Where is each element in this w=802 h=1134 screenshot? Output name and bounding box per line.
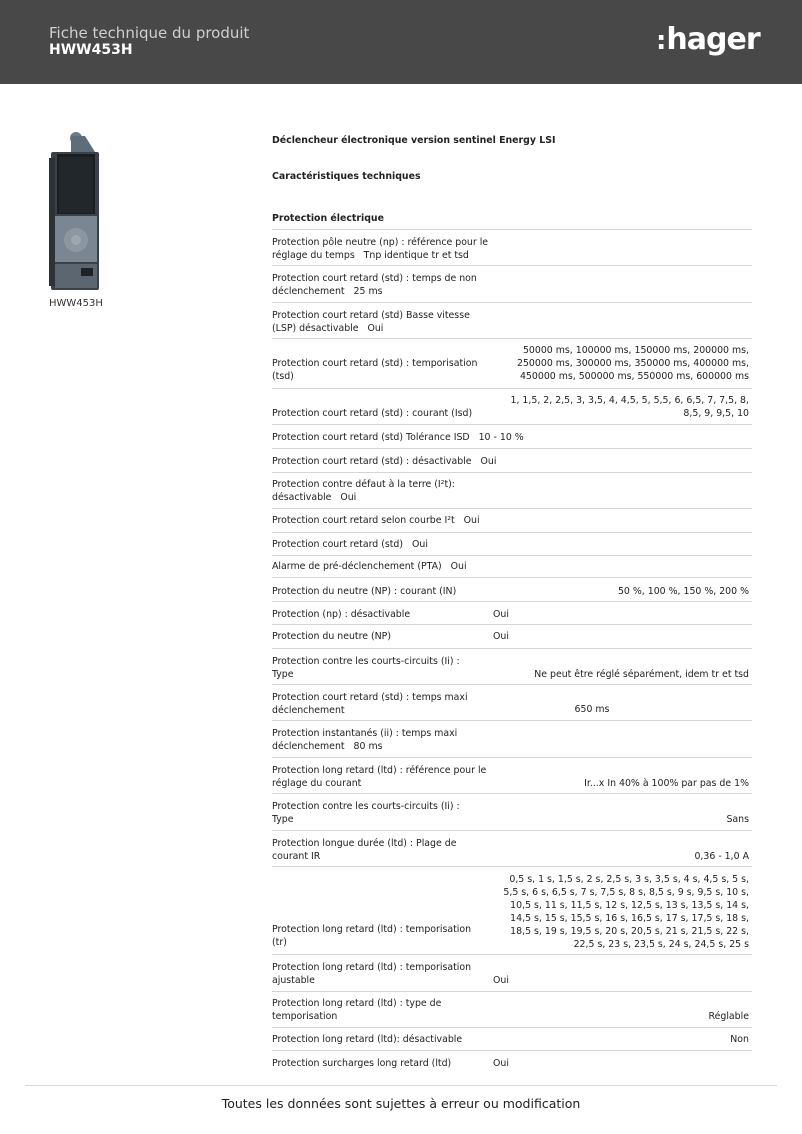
spec-value: 25 ms (353, 286, 383, 297)
spec-row (272, 532, 752, 556)
spec-row (272, 866, 752, 955)
spec-value: Oui (463, 515, 480, 526)
spec-label: Protection contre les courts-circuits (Ii) : Type (272, 656, 460, 680)
header-subtitle: Fiche technique du produit (49, 24, 250, 42)
spec-row (272, 991, 752, 1028)
spec-row (272, 1050, 752, 1075)
spec-label: Protection surcharges long retard (ltd) (272, 1058, 452, 1069)
spec-value: Sans (726, 814, 749, 825)
spec-label: Protection (np) : désactivable (272, 609, 411, 620)
spec-row (272, 954, 752, 992)
spec-row (272, 338, 752, 389)
spec-row (272, 830, 752, 867)
spec-label: Protection court retard selon courbe I²t (272, 515, 455, 526)
spec-label: Protection du neutre (NP) : courant (IN) (272, 586, 457, 597)
spec-row (272, 508, 752, 533)
spec-value: Oui (367, 323, 384, 334)
spec-row (272, 448, 752, 473)
spec-row (272, 757, 752, 794)
spec-value: Ne peut être réglé séparément, idem tr et tsd (534, 669, 749, 680)
spec-value: Oui (493, 975, 509, 986)
spec-label: Protection contre les courts-circuits (Ii) : Type (272, 801, 460, 825)
subsection-title: Protection électrique (272, 213, 384, 224)
section-title: Caractéristiques techniques (272, 171, 421, 182)
page-header (0, 0, 802, 84)
spec-value: Oui (493, 1058, 509, 1069)
spec-value: 80 ms (353, 741, 383, 752)
spec-value: Oui (493, 631, 509, 642)
spec-row (272, 684, 752, 721)
spec-row (272, 577, 752, 602)
spec-row (272, 424, 752, 449)
spec-label: Protection pôle neutre (np) : référence pour le réglage du temps (272, 237, 489, 261)
spec-value: 650 ms (574, 704, 610, 715)
spec-value: Réglable (708, 1011, 749, 1022)
spec-value: Oui (412, 539, 428, 550)
spec-label: Protection long retard (ltd) : temporisation (tr) (272, 924, 472, 948)
spec-label: Protection du neutre (NP) (272, 631, 391, 642)
spec-label: Protection court retard (std) Basse vitesse (LSP) désactivable (272, 310, 470, 334)
product-image-caption: HWW453H (49, 298, 103, 309)
spec-value: Oui (450, 561, 467, 572)
spec-value: Oui (340, 492, 357, 503)
spec-label: Protection court retard (std) : temps de non déclenchement (272, 273, 477, 297)
spec-label: Alarme de pré-déclenchement (PTA) (272, 561, 442, 572)
spec-label: Protection court retard (std) (272, 539, 404, 550)
spec-label: Protection court retard (std) : temps maxi déclenchement (272, 692, 468, 716)
spec-label: Protection contre défaut à la terre (I²t): désactivable (272, 479, 455, 503)
product-name: Déclencheur électronique version sentinel Energy LSI (272, 135, 556, 146)
spec-value: Tnp identique tr et tsd (363, 250, 469, 261)
spec-value: 50000 ms, 100000 ms, 150000 ms, 200000 ms, 250000 ms, 300000 ms, 350000 ms, 400000 ms, 450000 ms, 500000 ms, 550000 ms, 600000 ms (517, 345, 749, 382)
spec-label: Protection instantanés (ii) : temps maxi déclenchement (272, 728, 458, 752)
trip-unit-device-icon (49, 130, 105, 290)
hager-logo: :hager (656, 22, 760, 57)
spec-label: Protection long retard (ltd) : temporisation ajustable (272, 962, 472, 986)
spec-label: Protection long retard (ltd): désactivable (272, 1034, 463, 1045)
spec-label: Protection court retard (std) : temporisation (tsd) (272, 358, 478, 382)
spec-row (272, 1027, 752, 1051)
spec-row (272, 229, 752, 266)
spec-row (272, 302, 752, 339)
spec-value: 0,36 - 1,0 A (694, 851, 749, 862)
spec-label: Protection long retard (ltd) : type de temporisation (272, 998, 442, 1022)
spec-label: Protection court retard (std) Tolérance ISD (272, 432, 470, 443)
spec-value: Oui (493, 609, 509, 620)
spec-value: Oui (480, 456, 497, 467)
spec-row (272, 472, 752, 509)
spec-value: 10 - 10 % (478, 432, 524, 443)
spec-value: 0,5 s, 1 s, 1,5 s, 2 s, 2,5 s, 3 s, 3,5 s, 4 s, 4,5 s, 5 s, 5,5 s, 6 s, 6,5 s, 7 s, 7,5 s, 8 s, 8,5 s, 9 s, 9,5 s, 10 s, 10,5 s, 11 s, 11,5 s, 12 s, 12,5 s, 13 s, 13,5 s, 14 s, 14,5 s, 15 s, 15,5 s, 16 s, 16,5 s, 17 s, 17,5 s, 18 s, 18,5 s, 19 s, 19,5 s, 20 s, 20,5 s, 21 s, 21,5 s, 22 s, 22,5 s, 23 s, 23,5 s, 24 s, 24,5 s, 25 s (503, 874, 749, 950)
spec-value: Ir...x In 40% à 100% par pas de 1% (584, 778, 749, 789)
spec-value: Non (730, 1034, 749, 1045)
header-title: HWW453H (49, 42, 133, 58)
spec-value: 1, 1,5, 2, 2,5, 3, 3,5, 4, 4,5, 5, 5,5, 6, 6,5, 7, 7,5, 8, 8,5, 9, 9,5, 10 (510, 395, 749, 419)
spec-label: Protection long retard (ltd) : référence pour le réglage du courant (272, 765, 487, 789)
spec-row (272, 624, 752, 649)
spec-row (272, 388, 752, 425)
spec-label: Protection longue durée (ltd) : Plage de courant IR (272, 838, 457, 862)
spec-label: Protection court retard (std) : désactivable (272, 456, 472, 467)
spec-row (272, 720, 752, 758)
spec-row (272, 555, 752, 578)
spec-value: 50 %, 100 %, 150 %, 200 % (617, 586, 749, 597)
footer-disclaimer: Toutes les données sont sujettes à erreur ou modification (221, 1096, 581, 1111)
spec-row (272, 648, 752, 685)
footer-divider (25, 1085, 777, 1086)
spec-row (272, 793, 752, 831)
spec-row (272, 265, 752, 302)
spec-label: Protection court retard (std) : courant (Isd) (272, 408, 473, 419)
spec-row (272, 601, 752, 625)
